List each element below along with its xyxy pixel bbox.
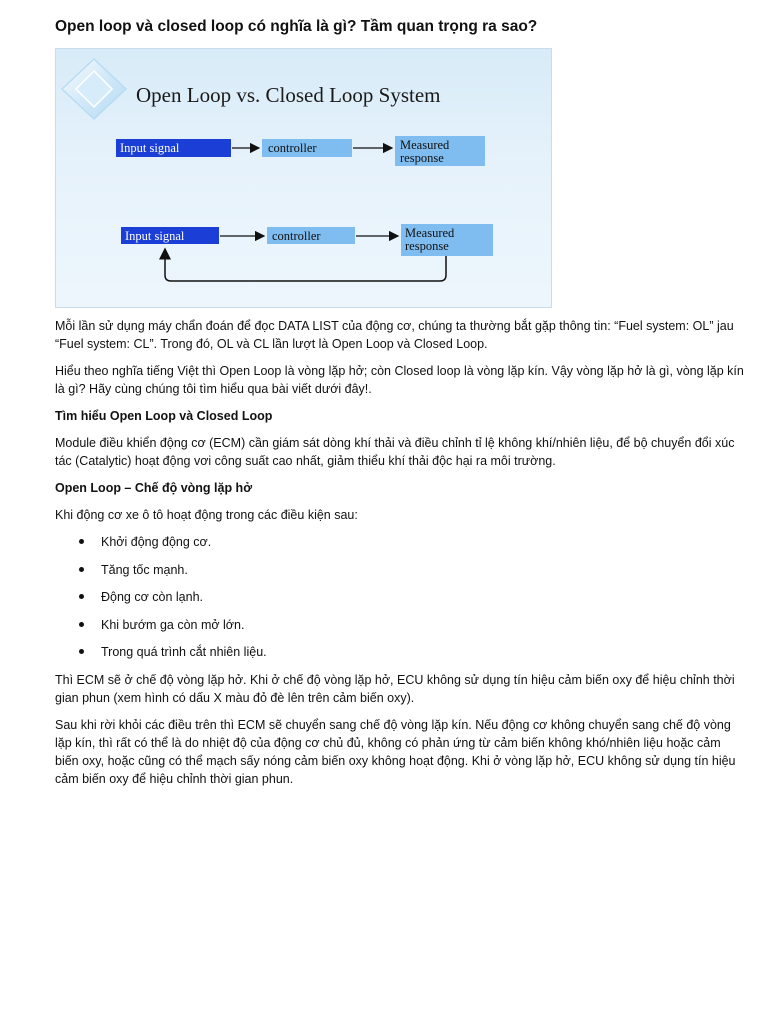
- article-body: [55, 317, 747, 797]
- bullet-icon: [79, 622, 84, 627]
- bullet-icon: [79, 567, 84, 572]
- open-loop-response-label-1: Measured: [400, 138, 450, 152]
- closed-loop-response-label-2: response: [405, 239, 449, 253]
- list-item: [55, 588, 747, 606]
- conditions-intro: Khi động cơ xe ô tô hoạt động trong các điều kiện sau:: [55, 508, 358, 522]
- closed-loop-paragraph: Sau khi rời khỏi các điều trên thì ECM sẽ chuyển sang chế độ vòng lặp kín. Nếu động cơ không chuyển sang chế độ vòng lặp kín, thì rất có thể là do nhiệt độ của động cơ chủ đủ, không có phản ứng từ cảm biến không khó/nhiên liệu hoặc cảm biến oxy, hoặc cũng có thể mạch sấy nóng cảm biến oxy không hoạt động. Khi ở vòng lặp hở, ECU không sử dụng tín hiệu cảm biến oxy để hiệu chỉnh thời gian phun.: [55, 718, 736, 786]
- list-item: [55, 561, 747, 579]
- section-heading-1: Tìm hiểu Open Loop và Closed Loop: [55, 409, 273, 423]
- figure-title: Open Loop vs. Closed Loop System: [136, 83, 441, 107]
- open-loop-controller-label: controller: [268, 141, 317, 155]
- section-heading-2: Open Loop – Chế độ vòng lặp hở: [55, 481, 253, 495]
- list-item: [55, 616, 747, 634]
- open-loop-paragraph: Thì ECM sẽ ở chế độ vòng lặp hở. Khi ở chế độ vòng lặp hở, ECU không sử dụng tín hiệu cảm biến oxy để hiệu chỉnh thời gian phun (xem hình có dấu X màu đỏ đè lên trên cảm biến oxy).: [55, 673, 735, 705]
- bullet-icon: [79, 539, 84, 544]
- list-item-text: Trong quá trình cắt nhiên liệu.: [101, 645, 267, 659]
- list-item-text: Động cơ còn lạnh.: [101, 590, 204, 604]
- closed-loop-input-label: Input signal: [125, 229, 185, 243]
- bullet-icon: [79, 594, 84, 599]
- intro-paragraph-2: Hiểu theo nghĩa tiếng Việt thì Open Loop là vòng lặp hở; còn Closed loop là vòng lặp kín. Vậy vòng lặp hở là gì, vòng lặp kín là gì? Hãy cùng chúng tôi tìm hiểu qua bài viết dưới đây!.: [55, 364, 744, 396]
- conditions-list: [55, 533, 747, 661]
- open-closed-loop-figure: [55, 48, 552, 308]
- list-item-text: Tăng tốc mạnh.: [101, 562, 188, 577]
- list-item: [55, 533, 747, 551]
- ecm-paragraph: Module điều khiển động cơ (ECM) cần giám sát dòng khí thải và điều chỉnh tỉ lệ không khí/nhiên liệu, để bộ chuyển đổi xúc tác (Catalytic) hoạt động vơi công suất cao nhất, giảm thiểu khí thải độc hại ra môi trường.: [55, 436, 735, 468]
- closed-loop-controller-label: controller: [272, 229, 321, 243]
- page-title: Open loop và closed loop có nghĩa là gì? Tầm quan trọng ra sao?: [55, 18, 538, 35]
- diamond-decoration-icon: [62, 59, 126, 119]
- list-item-text: Khi bướm ga còn mở lớn.: [101, 617, 245, 632]
- list-item: [55, 643, 747, 661]
- intro-paragraph-1: Mỗi lần sử dụng máy chẩn đoán để đọc DATA LIST của động cơ, chúng ta thường bắt gặp thông tin: “Fuel system: OL” jau “Fuel system: CL”. Trong đó, OL và CL lần lượt là Open Loop và Closed Loop.: [55, 319, 734, 351]
- bullet-icon: [79, 649, 84, 654]
- list-item-text: Khởi động động cơ.: [101, 535, 212, 549]
- open-loop-input-label: Input signal: [120, 141, 180, 155]
- open-loop-response-label-2: response: [400, 151, 444, 165]
- loop-diagram: [56, 49, 551, 307]
- closed-loop-response-label-1: Measured: [405, 226, 455, 240]
